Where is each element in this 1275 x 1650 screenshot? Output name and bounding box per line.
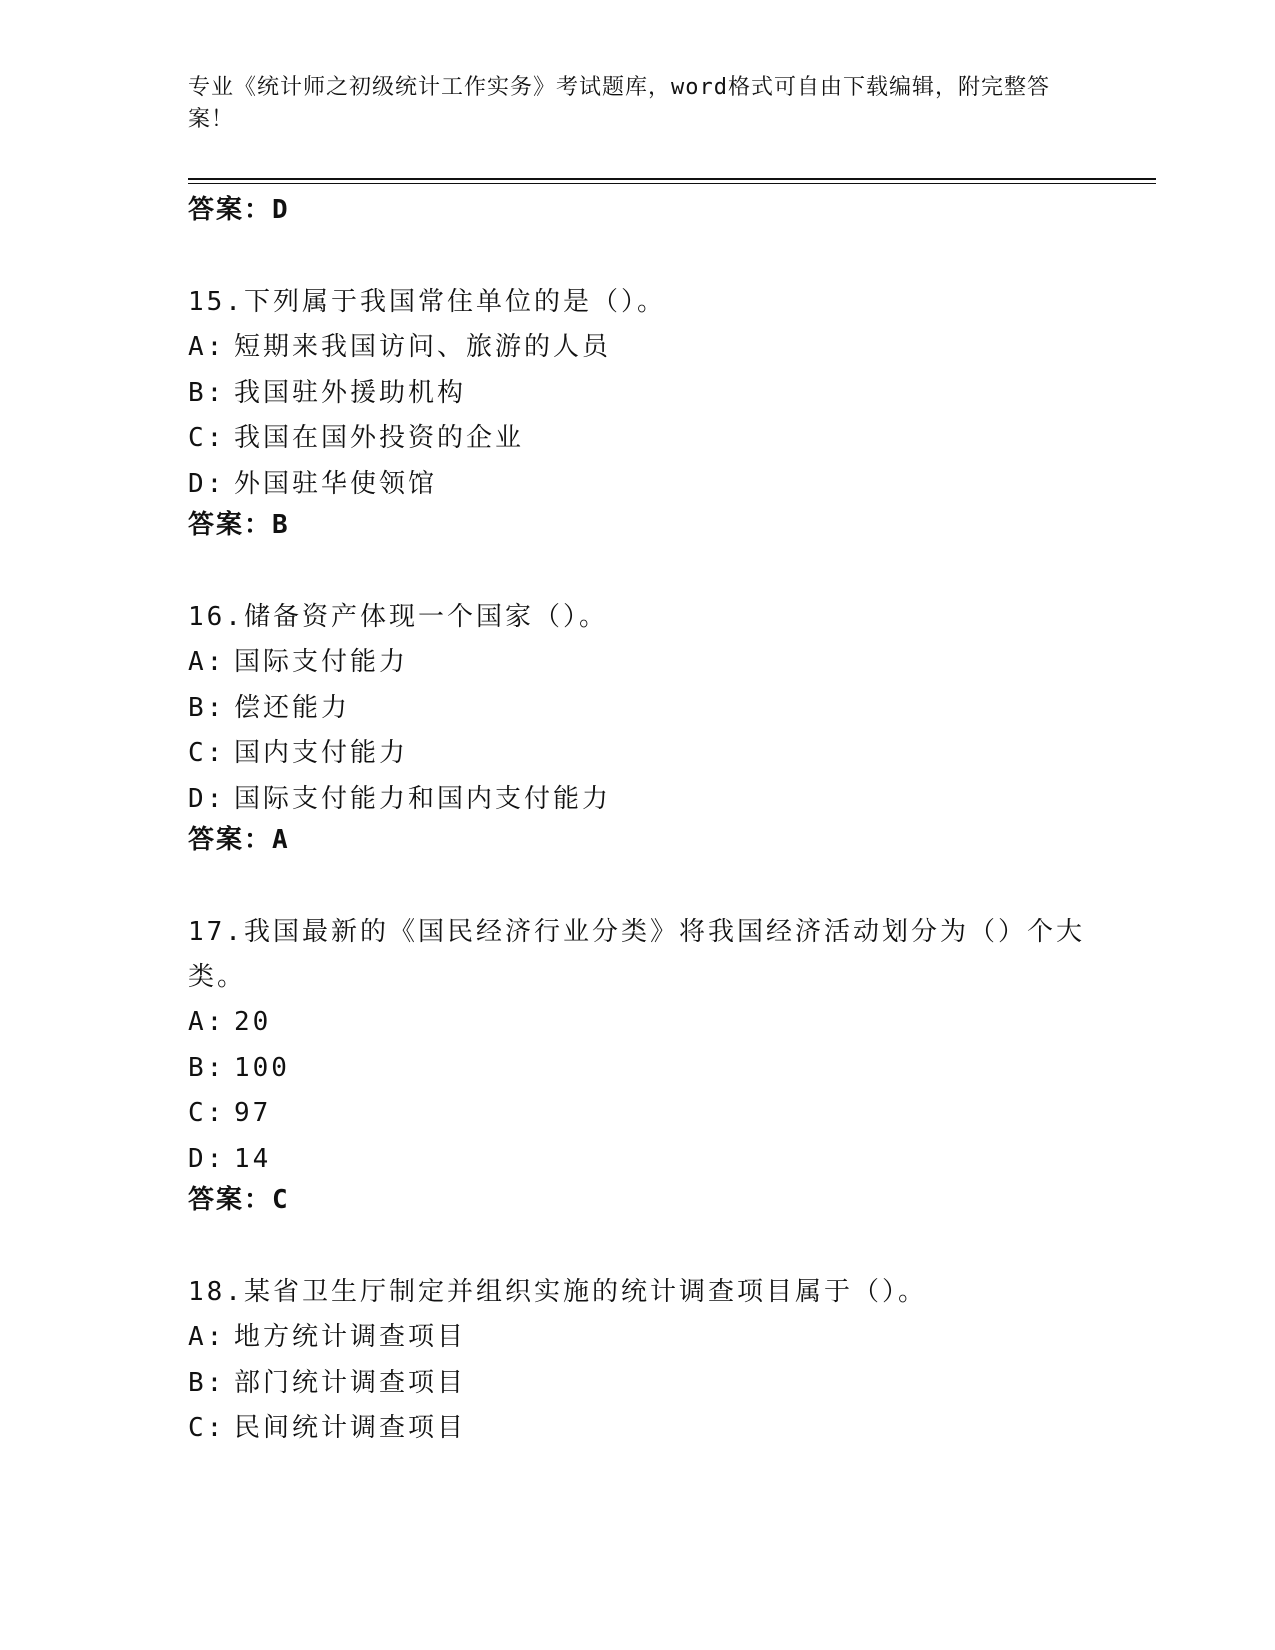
option-b (188, 1361, 1088, 1407)
header-divider-thick (188, 178, 1156, 180)
question-list (188, 192, 1088, 1452)
option-key: D: (188, 1143, 226, 1174)
document-header: 专业《统计师之初级统计工作实务》考试题库，word格式可自由下载编辑，附完整答案！ (188, 75, 1050, 132)
option-key: A: (188, 647, 226, 677)
option-c (188, 416, 1088, 462)
answer-line: 答案：D (188, 195, 290, 225)
option-a (188, 325, 1088, 371)
option-text: 100 (234, 1052, 290, 1083)
option-d (188, 777, 1088, 823)
option-c (188, 1091, 1088, 1137)
option-text: 地方统计调查项目 (234, 1322, 467, 1352)
option-text: 外国驻华使领馆 (234, 468, 438, 499)
question-block (188, 1270, 1088, 1452)
option-key: C: (188, 1413, 226, 1443)
option-text: 我国在国外投资的企业 (234, 423, 525, 453)
answer-line: 答案：B (188, 510, 290, 540)
option-key: A: (188, 332, 226, 362)
option-d (188, 1137, 1088, 1183)
option-key: C: (188, 738, 226, 768)
option-key: C: (188, 1098, 226, 1128)
header-divider-thin (188, 183, 1156, 184)
option-key: B: (188, 377, 226, 408)
option-key: B: (188, 1052, 226, 1083)
option-text: 14 (234, 1143, 272, 1174)
option-a (188, 640, 1088, 686)
option-key: A: (188, 1322, 226, 1352)
option-text: 我国驻外援助机构 (234, 377, 467, 408)
option-text: 20 (234, 1007, 272, 1037)
question-stem: 18.某省卫生厅制定并组织实施的统计调查项目属于（）。 (188, 1277, 927, 1307)
option-key: A: (188, 1007, 226, 1037)
option-a (188, 1000, 1088, 1046)
option-key: C: (188, 423, 226, 453)
option-key: B: (188, 692, 226, 723)
option-text: 短期来我国访问、旅游的人员 (234, 332, 612, 362)
question-stem: 17.我国最新的《国民经济行业分类》将我国经济活动划分为（）个大类。 (188, 917, 1085, 992)
option-b (188, 1046, 1088, 1092)
option-text: 国际支付能力 (234, 647, 409, 677)
option-key: D: (188, 783, 226, 814)
option-b (188, 686, 1088, 732)
option-text: 国际支付能力和国内支付能力 (234, 783, 612, 814)
option-c (188, 1406, 1088, 1452)
option-text: 97 (234, 1098, 272, 1128)
option-key: B: (188, 1367, 226, 1398)
question-stem: 15.下列属于我国常住单位的是（）。 (188, 287, 666, 317)
option-text: 国内支付能力 (234, 738, 409, 768)
option-b (188, 371, 1088, 417)
option-key: D: (188, 468, 226, 499)
option-c (188, 731, 1088, 777)
option-text: 偿还能力 (234, 692, 351, 723)
question-block (188, 910, 1088, 1228)
question-block (188, 280, 1088, 553)
answer-line: 答案：A (188, 825, 290, 855)
option-d (188, 462, 1088, 508)
question-stem: 16.储备资产体现一个国家（）。 (188, 602, 608, 632)
option-a (188, 1315, 1088, 1361)
answer-line: 答案：C (188, 1185, 290, 1215)
question-block (188, 595, 1088, 868)
option-text: 部门统计调查项目 (234, 1367, 467, 1398)
option-text: 民间统计调查项目 (234, 1413, 467, 1443)
